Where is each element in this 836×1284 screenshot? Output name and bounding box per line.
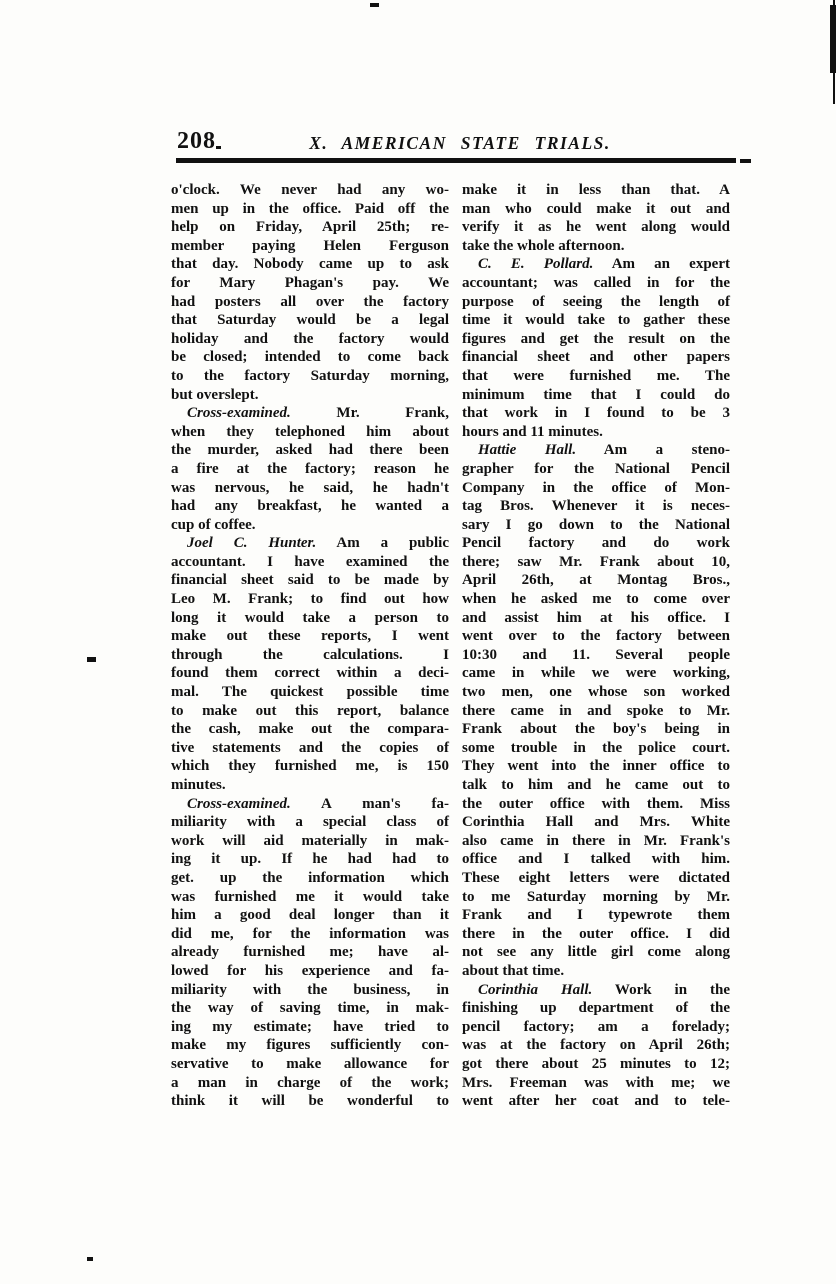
text-line: two men, one whose son worked <box>462 684 730 701</box>
text-line: already furnished me; have al- <box>171 944 449 961</box>
text-line: ing it up. If he had had to <box>171 851 449 868</box>
text-line: men up in the office. Paid off the <box>171 200 449 217</box>
text-line: the cash, make out the compara- <box>171 721 449 738</box>
text-line: through the calculations. I <box>171 646 449 663</box>
witness-name-lead: C. E. Pollard. <box>478 256 594 273</box>
text-line: got there about 25 minutes to 12; <box>462 1055 730 1072</box>
running-title: X. AMERICAN STATE TRIALS. <box>309 133 611 153</box>
scan-artifact <box>87 1257 93 1261</box>
text-line: to me Saturday morning by Mr. <box>462 888 730 905</box>
binding-edge-mark <box>830 5 836 73</box>
text-line: not see any little girl come along <box>462 944 730 961</box>
text-line: was at the factory on April 26th; <box>462 1037 730 1054</box>
text-line: office and I talked with him. <box>462 851 730 868</box>
text-line: did me, for the information was <box>171 925 449 942</box>
text-line: found them correct within a deci- <box>171 665 449 682</box>
text-line: Pencil factory and do work <box>462 535 730 552</box>
witness-name-lead: Joel C. Hunter. <box>187 535 317 552</box>
text-line: work will aid materially in mak- <box>171 832 449 849</box>
text-line: some trouble in the police court. <box>462 739 730 756</box>
text-line: tag Bros. Whenever it is neces- <box>462 498 730 515</box>
text-line: servative to make allowance for <box>171 1055 449 1072</box>
text-line: lowed for his experience and fa- <box>171 962 449 979</box>
text-line: Corinthia Hall. Work in the <box>478 981 730 998</box>
text-line: the outer office with them. Miss <box>462 795 730 812</box>
text-line: financial sheet and other papers <box>462 349 730 366</box>
scan-artifact <box>87 657 96 662</box>
text-line: accountant; was called in for the <box>462 274 730 291</box>
text-line: had any breakfast, he wanted a <box>171 498 449 515</box>
text-line: They went into the inner office to <box>462 758 730 775</box>
text-line: the murder, asked had there been <box>171 442 449 459</box>
text-line: to the factory Saturday morning, <box>171 367 449 384</box>
text-line: purpose of seeing the length of <box>462 293 730 310</box>
text-line: Corinthia Hall and Mrs. White <box>462 814 730 831</box>
text-line: for Mary Phagan's pay. We <box>171 274 449 291</box>
text-line: but overslept. <box>171 386 259 403</box>
text-line: miliarity with a special class of <box>171 814 449 831</box>
text-line: a fire at the factory; reason he <box>171 460 449 477</box>
page-number: 208 <box>177 128 216 154</box>
text-line: Mrs. Freeman was with me; we <box>462 1074 730 1091</box>
text-line: pencil factory; am a forelady; <box>462 1018 730 1035</box>
witness-name-lead: Cross-examined. <box>187 405 291 422</box>
text-line: was nervous, he said, he hadn't <box>171 479 449 496</box>
text-line: make it in less than that. A <box>462 182 730 198</box>
header-rule-fragment <box>740 159 751 163</box>
text-line: finishing up department of the <box>462 1000 730 1017</box>
text-line: went over to the factory between <box>462 628 730 645</box>
left-text-column <box>171 181 449 1111</box>
text-line: These eight letters were dictated <box>462 869 730 886</box>
text-line: there in the outer office. I did <box>462 925 730 942</box>
text-line: tive statements and the copies of <box>171 739 449 756</box>
text-line: figures and get the result on the <box>462 330 730 347</box>
text-line: get. up the information which <box>171 869 449 886</box>
text-line: about that time. <box>462 962 565 979</box>
text-line: that Saturday would be a legal <box>171 312 449 329</box>
text-line: grapher for the National Pencil <box>462 460 730 477</box>
text-line: hours and 11 minutes. <box>462 423 603 440</box>
text-line: Hattie Hall. Am a steno- <box>478 442 730 459</box>
text-line: accountant. I have examined the <box>171 553 449 570</box>
witness-name-lead: Corinthia Hall. <box>478 981 593 998</box>
text-line: Leo M. Frank; to find out how <box>171 591 449 608</box>
text-line: help on Friday, April 25th; re- <box>171 219 449 236</box>
text-line: that day. Nobody came up to ask <box>171 256 449 273</box>
right-text-column <box>462 181 730 1111</box>
text-line: think it will be wonderful to <box>171 1093 449 1110</box>
text-line: Company in the office of Mon- <box>462 479 730 496</box>
text-line: minutes. <box>171 777 226 793</box>
text-line: when they telephoned him about <box>171 423 449 440</box>
text-line: that were furnished me. The <box>462 367 730 384</box>
text-line: to make out this report, balance <box>171 702 449 719</box>
text-line: Cross-examined. Mr. Frank, <box>187 405 449 422</box>
text-line: April 26th, at Montag Bros., <box>462 572 730 589</box>
text-line: ing my estimate; have tried to <box>171 1018 449 1035</box>
text-line: mal. The quickest possible time <box>171 684 449 701</box>
scan-artifact <box>216 146 221 149</box>
text-line: him a good deal longer than it <box>171 907 449 924</box>
text-line: there; saw Mr. Frank about 10, <box>462 553 730 570</box>
text-line: miliarity with the business, in <box>171 981 449 998</box>
text-line: also came in there in Mr. Frank's <box>462 832 730 849</box>
text-line: sary I go down to the National <box>462 516 730 533</box>
text-line: time it would take to gather these <box>462 312 730 329</box>
text-line: Frank and I typewrote them <box>462 907 730 924</box>
text-line: holiday and the factory would <box>171 330 449 347</box>
text-line: make my figures sufficiently con- <box>171 1037 449 1054</box>
text-line: minimum time that I could do <box>462 386 730 403</box>
header-rule <box>176 158 736 163</box>
text-line: which they furnished me, is 150 <box>171 758 449 775</box>
text-line: make out these reports, I went <box>171 628 449 645</box>
text-line: 10:30 and 11. Several people <box>462 646 730 663</box>
text-line: o'clock. We never had any wo- <box>171 182 449 198</box>
witness-name-lead: Hattie Hall. <box>478 442 577 459</box>
text-line: C. E. Pollard. Am an expert <box>478 256 730 273</box>
text-line: Cross-examined. A man's fa- <box>187 795 449 812</box>
text-line: went after her coat and to tele- <box>462 1093 730 1110</box>
text-line: long it would take a person to <box>171 609 449 626</box>
text-line: verify it as he went along would <box>462 219 730 236</box>
text-line: was furnished me it would take <box>171 888 449 905</box>
text-line: Joel C. Hunter. Am a public <box>187 535 449 552</box>
text-line: the way of saving time, in mak- <box>171 1000 449 1017</box>
text-line: came in while we were working, <box>462 665 730 682</box>
text-line: be closed; intended to come back <box>171 349 449 366</box>
text-line: when he asked me to come over <box>462 591 730 608</box>
text-line: that work in I found to be 3 <box>462 405 730 422</box>
text-line: man who could make it out and <box>462 200 730 217</box>
witness-name-lead: Cross-examined. <box>187 795 291 812</box>
text-line: had posters all over the factory <box>171 293 449 310</box>
text-line: Frank about the boy's being in <box>462 721 730 738</box>
text-line: financial sheet said to be made by <box>171 572 449 589</box>
scan-artifact <box>370 3 379 7</box>
text-line: and assist him at his office. I <box>462 609 730 626</box>
text-line: there came in and spoke to Mr. <box>462 702 730 719</box>
text-line: a man in charge of the work; <box>171 1074 449 1091</box>
text-line: take the whole afternoon. <box>462 237 625 254</box>
text-line: member paying Helen Ferguson <box>171 237 449 254</box>
text-line: talk to him and he came out to <box>462 777 730 793</box>
text-line: cup of coffee. <box>171 516 256 533</box>
